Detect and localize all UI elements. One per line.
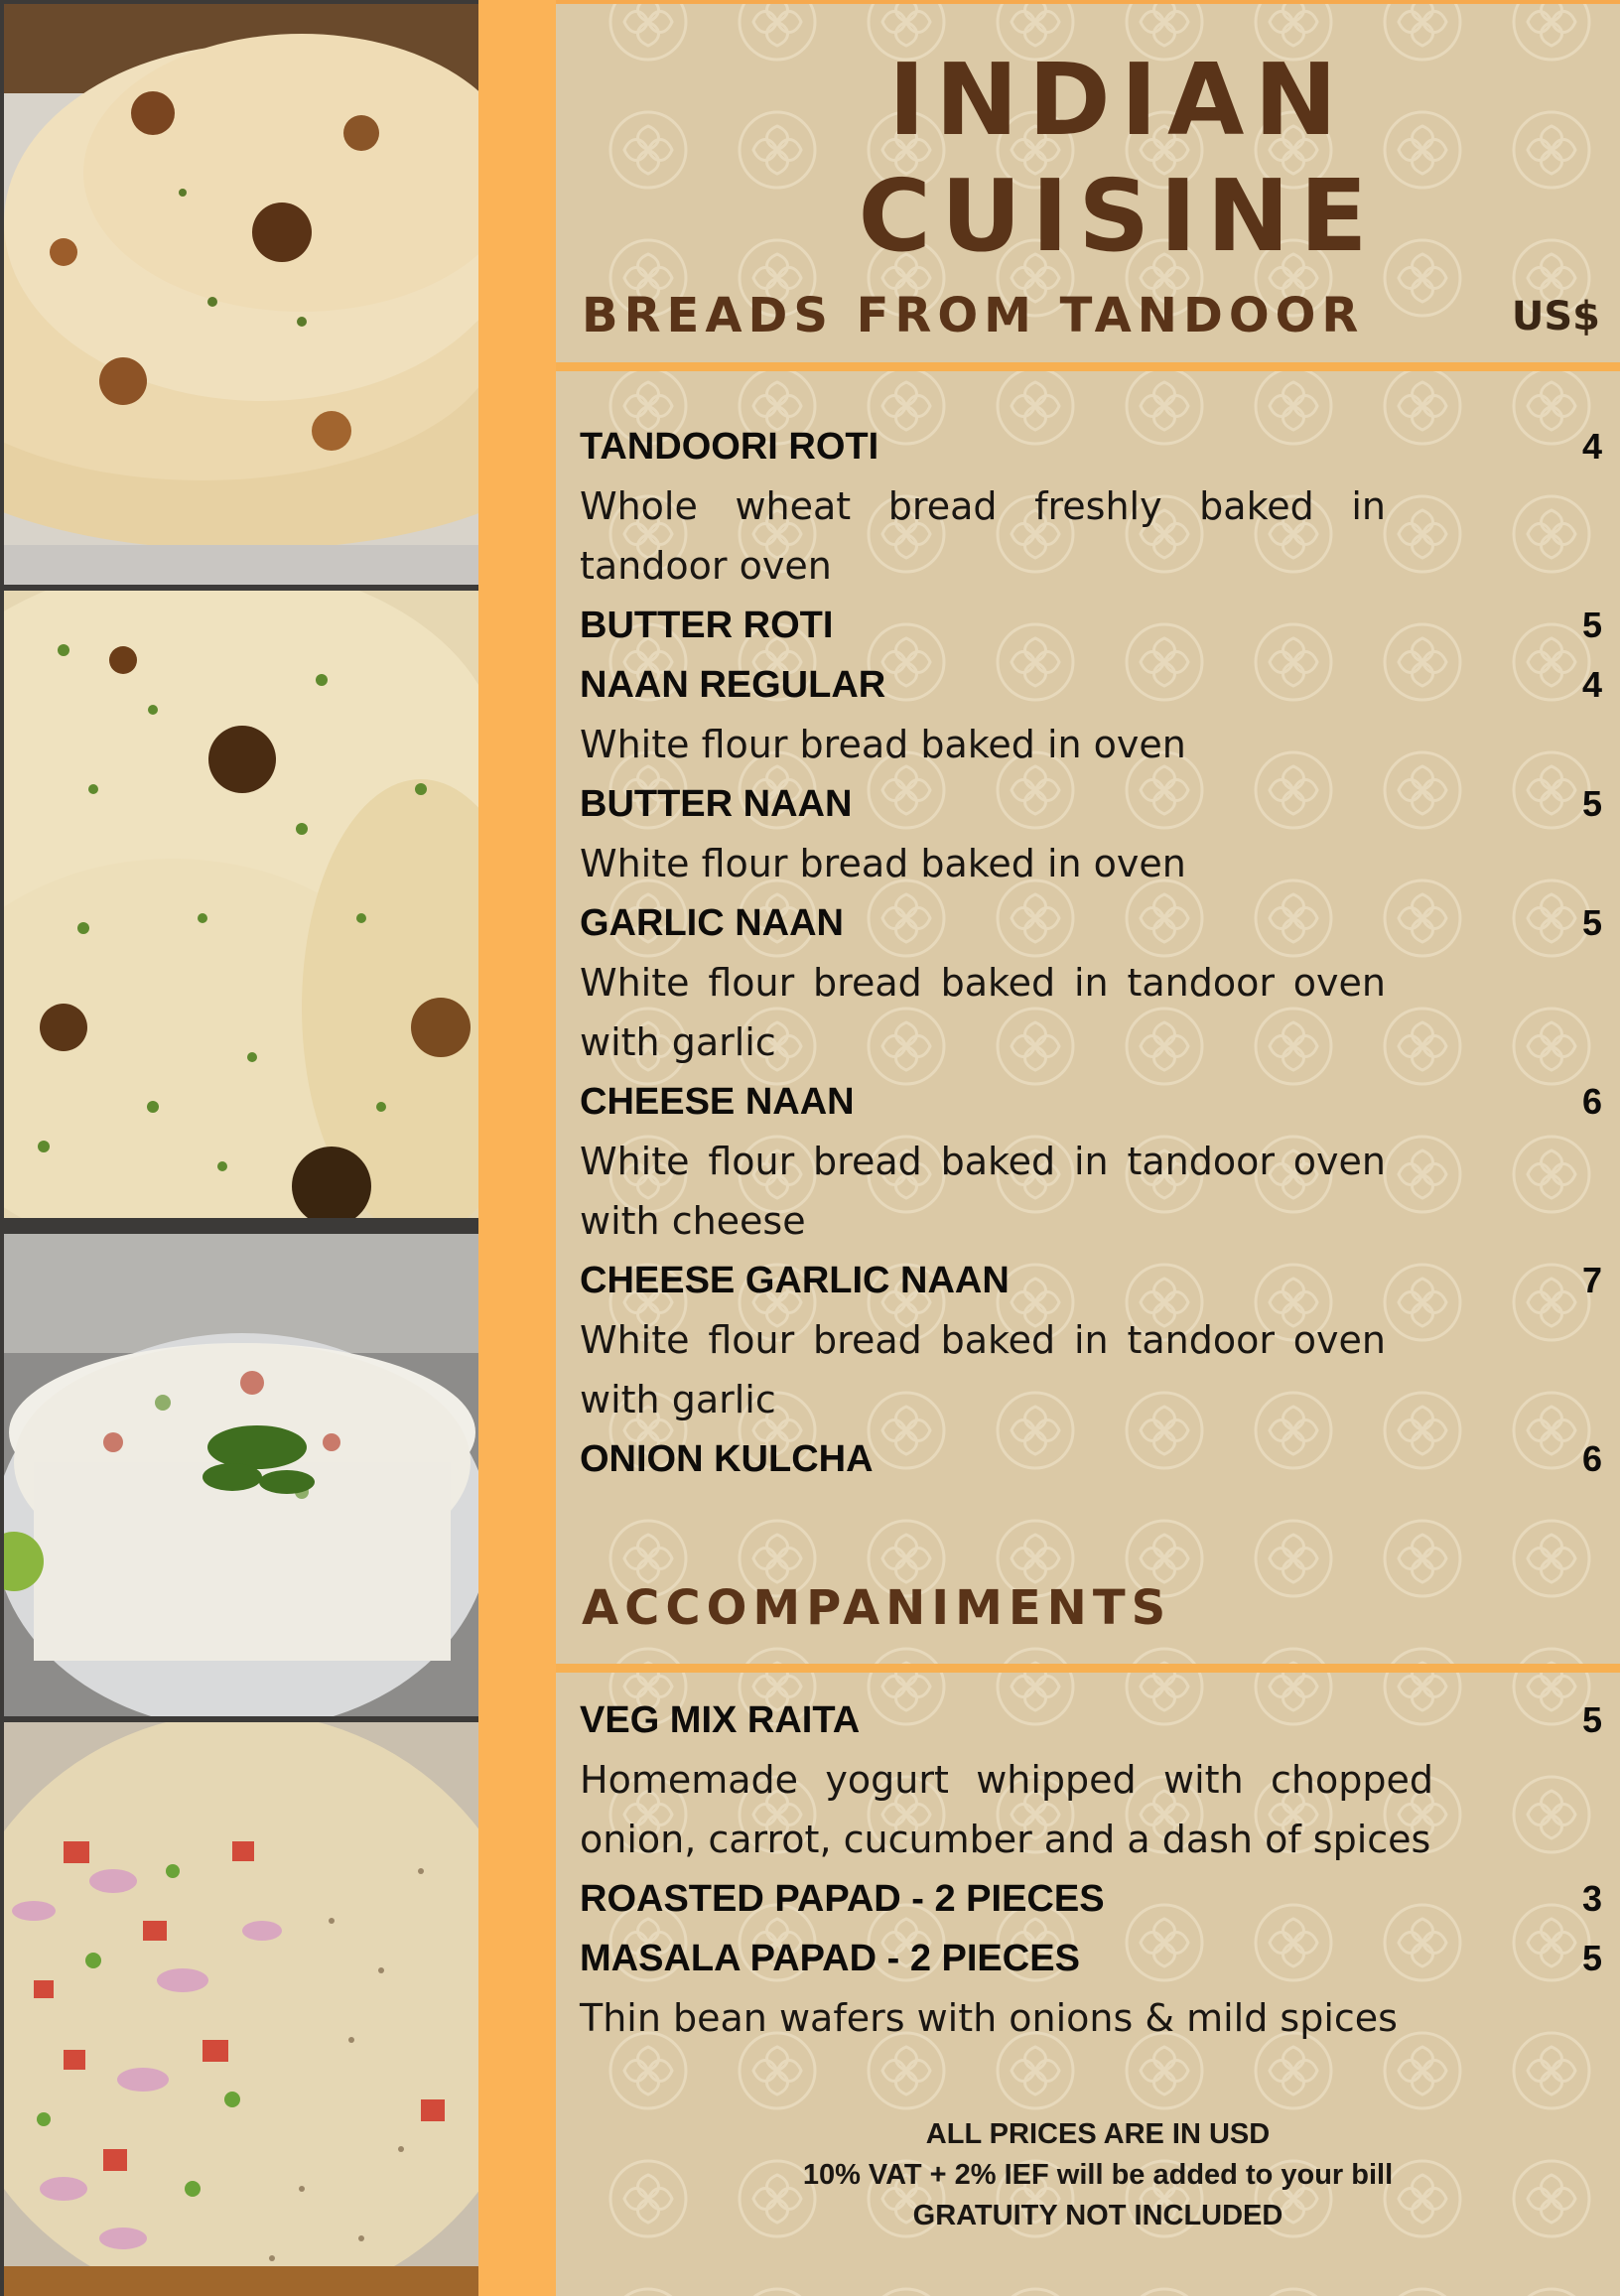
item-name: TANDOORI ROTI: [580, 426, 879, 468]
item-description: White flour bread baked in tandoor oven with garlic: [580, 961, 1386, 1064]
item-description: Homemade yogurt whipped with chopped onion, carrot, cucumber and a dash of spices: [580, 1758, 1433, 1861]
bread-item: [580, 596, 1602, 655]
item-name: BUTTER ROTI: [580, 605, 834, 646]
item-description: White flour bread baked in tandoor oven with cheese: [580, 1140, 1386, 1243]
accompaniment-item: [580, 1929, 1602, 2048]
price-notice: [556, 2114, 1620, 2236]
item-price: 3: [1581, 1878, 1602, 1919]
menu-panel: [556, 0, 1620, 2296]
notice-currency: ALL PRICES ARE IN USD: [925, 2118, 1271, 2150]
breads-heading: BREADS FROM TANDOOR: [582, 288, 1365, 343]
garlic-naan-photo: [4, 591, 478, 1218]
notice-gratuity: GRATUITY NOT INCLUDED: [912, 2200, 1283, 2231]
masala-papad-photo: [4, 1722, 478, 2296]
accompaniments-heading: ACCOMPANIMENTS: [582, 1580, 1172, 1636]
accompaniment-item: [580, 1690, 1602, 1869]
item-description: Whole wheat bread freshly baked in tandoor oven: [580, 484, 1386, 588]
item-price: 5: [1581, 902, 1602, 943]
item-description: White flour bread baked in oven: [580, 723, 1186, 766]
bread-item: [580, 1072, 1602, 1251]
item-name: ROASTED PAPAD - 2 PIECES: [580, 1878, 1105, 1920]
item-name: CHEESE GARLIC NAAN: [580, 1260, 1010, 1301]
tandoori-naan-photo: [4, 4, 478, 585]
top-accent-bar: [556, 0, 1620, 4]
breads-divider: [556, 362, 1620, 371]
bread-item: [580, 1251, 1602, 1429]
item-name: VEG MIX RAITA: [580, 1699, 861, 1741]
item-name: GARLIC NAAN: [580, 902, 844, 944]
currency-label: US$: [1511, 294, 1600, 339]
item-price: 4: [1581, 664, 1602, 705]
accompaniments-divider: [556, 1664, 1620, 1673]
item-price: 6: [1581, 1438, 1602, 1479]
item-price: 5: [1581, 1938, 1602, 1978]
bread-item: [580, 1429, 1602, 1489]
item-price: 5: [1581, 605, 1602, 645]
notice-tax: 10% VAT + 2% IEF will be added to your bill: [802, 2159, 1394, 2191]
accompaniment-item: [580, 1869, 1602, 1929]
bread-item: [580, 774, 1602, 893]
item-description: Thin bean wafers with onions & mild spices: [580, 1996, 1398, 2040]
accent-strip: [478, 0, 556, 2296]
breads-list: [580, 417, 1602, 1489]
bread-item: [580, 655, 1602, 774]
item-name: MASALA PAPAD - 2 PIECES: [580, 1938, 1080, 1979]
item-description: White flour bread baked in tandoor oven with garlic: [580, 1318, 1386, 1421]
item-price: 4: [1581, 426, 1602, 467]
item-price: 6: [1581, 1081, 1602, 1122]
item-name: CHEESE NAAN: [580, 1081, 855, 1123]
menu-title: INDIAN CUISINE: [858, 42, 1378, 274]
bread-item: [580, 893, 1602, 1072]
item-price: 5: [1581, 1699, 1602, 1740]
accompaniments-list: [580, 1690, 1602, 2048]
bread-item: [580, 417, 1602, 596]
item-description: White flour bread baked in oven: [580, 842, 1186, 885]
item-name: BUTTER NAAN: [580, 783, 853, 825]
item-name: NAAN REGULAR: [580, 664, 886, 706]
item-price: 7: [1581, 1260, 1602, 1300]
photo-column: [0, 0, 478, 2296]
item-price: 5: [1581, 783, 1602, 824]
item-name: ONION KULCHA: [580, 1438, 874, 1480]
raita-photo: [4, 1234, 478, 1716]
